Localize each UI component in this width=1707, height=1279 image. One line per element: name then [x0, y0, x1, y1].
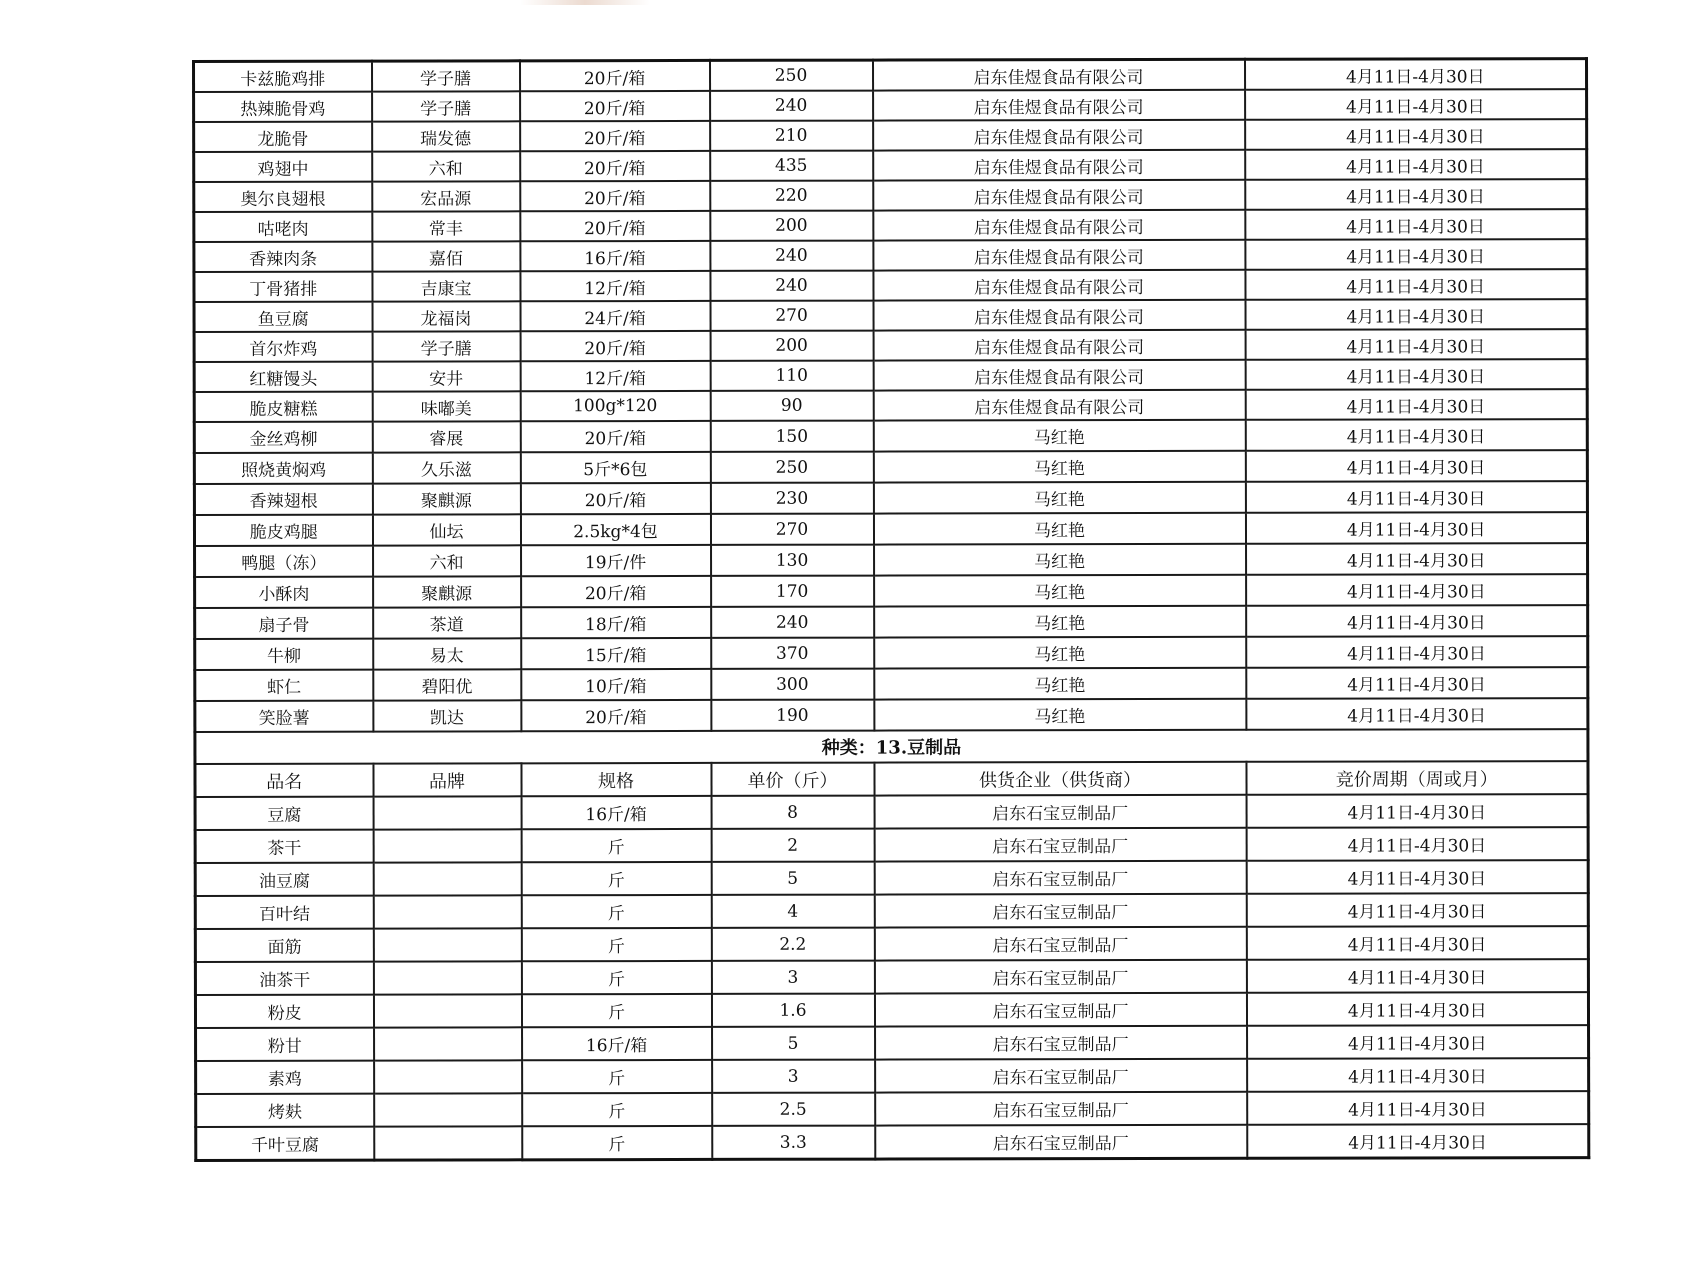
- cell-name: 首尔炸鸡: [194, 332, 372, 362]
- cell-price: 8: [711, 796, 874, 829]
- table-row: [196, 1091, 1589, 1127]
- cell-supplier: 启东佳煜食品有限公司: [873, 150, 1245, 181]
- cell-spec: 斤: [522, 1126, 712, 1160]
- cell-name: 笑脸薯: [195, 701, 373, 732]
- cell-name: 鸡翅中: [194, 152, 372, 182]
- cell-spec: 斤: [521, 895, 711, 928]
- cell-period: 4月11日-4月30日: [1245, 481, 1587, 513]
- cell-price: 270: [710, 514, 873, 545]
- price-table-sheet: [192, 57, 1587, 1162]
- cell-brand: 安井: [372, 361, 520, 391]
- cell-supplier: 启东石宝豆制品厂: [874, 795, 1246, 829]
- cell-period: 4月11日-4月30日: [1246, 667, 1588, 699]
- cell-period: 4月11日-4月30日: [1245, 329, 1587, 360]
- cell-period: 4月11日-4月30日: [1245, 239, 1587, 270]
- cell-brand: 瑞发德: [372, 121, 520, 151]
- cell-name: 粉皮: [195, 995, 373, 1028]
- cell-name: 照烧黄焖鸡: [194, 453, 372, 484]
- cell-supplier: 启东石宝豆制品厂: [875, 1059, 1247, 1093]
- cell-period: 4月11日-4月30日: [1246, 827, 1588, 861]
- cell-spec: 20斤/箱: [520, 211, 710, 241]
- cell-supplier: 启东石宝豆制品厂: [874, 927, 1246, 961]
- table-row: [195, 860, 1588, 896]
- cell-spec: 18斤/箱: [521, 607, 711, 638]
- cell-price: 2: [711, 829, 874, 862]
- cell-brand: 久乐滋: [372, 452, 520, 483]
- cell-price: 170: [711, 576, 874, 607]
- cell-supplier: 马红艳: [874, 606, 1246, 638]
- cell-name: 丁骨猪排: [194, 272, 372, 302]
- table-row: [195, 543, 1588, 577]
- cell-supplier: 启东石宝豆制品厂: [875, 1026, 1247, 1060]
- cell-name: 油茶干: [195, 962, 373, 995]
- cell-spec: 斤: [521, 829, 711, 862]
- cell-price: 250: [710, 452, 873, 483]
- header-name: 品名: [195, 764, 373, 797]
- cell-supplier: 马红艳: [874, 637, 1246, 669]
- cell-name: 鸭腿（冻）: [195, 546, 373, 577]
- cell-name: 金丝鸡柳: [194, 422, 372, 453]
- cell-price: 190: [711, 700, 874, 731]
- cell-price: 1.6: [711, 994, 874, 1027]
- cell-period: 4月11日-4月30日: [1245, 179, 1587, 210]
- cell-period: 4月11日-4月30日: [1245, 209, 1587, 240]
- cell-brand: 聚麒源: [373, 576, 521, 607]
- cell-supplier: 启东石宝豆制品厂: [874, 861, 1246, 895]
- cell-price: 4: [711, 895, 874, 928]
- cell-spec: 20斤/箱: [520, 91, 710, 121]
- cell-brand: [373, 862, 521, 895]
- cell-name: 奥尔良翅根: [194, 182, 372, 212]
- cell-spec: 20斤/箱: [520, 151, 710, 181]
- cell-spec: 20斤/箱: [520, 60, 710, 91]
- table-row: [195, 667, 1588, 701]
- table-row: [196, 1124, 1589, 1160]
- cell-spec: 2.5kg*4包: [520, 514, 710, 545]
- cell-period: 4月11日-4月30日: [1246, 605, 1588, 637]
- cell-brand: 易太: [373, 638, 521, 669]
- cell-supplier: 启东佳煜食品有限公司: [873, 180, 1245, 211]
- table-row: [195, 794, 1588, 830]
- section-1-body: [194, 59, 1588, 732]
- cell-price: 3: [712, 1060, 875, 1093]
- table-row: [194, 329, 1587, 362]
- table-row: [195, 959, 1588, 995]
- cell-supplier: 启东石宝豆制品厂: [875, 1125, 1247, 1159]
- cell-price: 150: [710, 421, 873, 452]
- cell-spec: 斤: [521, 994, 711, 1027]
- cell-period: 4月11日-4月30日: [1246, 926, 1588, 960]
- cell-period: 4月11日-4月30日: [1245, 89, 1587, 120]
- cell-name: 脆皮糖糕: [194, 392, 372, 422]
- cell-spec: 斤: [521, 862, 711, 895]
- cell-price: 300: [711, 669, 874, 700]
- table-row: [194, 269, 1587, 302]
- table-row: [195, 992, 1588, 1028]
- table-row: [195, 827, 1588, 863]
- cell-period: 4月11日-4月30日: [1246, 992, 1588, 1026]
- table-row: [194, 239, 1587, 272]
- header-brand: 品牌: [373, 763, 521, 796]
- cell-name: 热辣脆骨鸡: [194, 92, 372, 122]
- cell-price: 130: [711, 545, 874, 576]
- cell-brand: 学子膳: [372, 331, 520, 361]
- cell-spec: 24斤/箱: [520, 301, 710, 331]
- cell-name: 牛柳: [195, 639, 373, 670]
- table-row: [194, 299, 1587, 332]
- cell-price: 2.2: [711, 928, 874, 961]
- cell-name: 百叶结: [195, 896, 373, 929]
- cell-supplier: 马红艳: [873, 513, 1245, 545]
- cell-brand: 睿展: [372, 421, 520, 452]
- cell-supplier: 马红艳: [873, 420, 1245, 452]
- cell-spec: 16斤/箱: [521, 796, 711, 829]
- cell-supplier: 启东佳煜食品有限公司: [873, 330, 1245, 361]
- cell-price: 270: [710, 301, 873, 331]
- cell-period: 4月11日-4月30日: [1245, 359, 1587, 390]
- cell-period: 4月11日-4月30日: [1247, 1091, 1589, 1125]
- cell-brand: 碧阳优: [373, 669, 521, 700]
- section-2-header-body: [195, 729, 1588, 797]
- cell-brand: 宏品源: [372, 181, 520, 211]
- cell-spec: 5斤*6包: [520, 452, 710, 483]
- cell-price: 250: [710, 60, 873, 91]
- cell-brand: 六和: [372, 151, 520, 181]
- column-header-row: [195, 761, 1588, 797]
- cell-spec: 19斤/件: [521, 545, 711, 576]
- cell-price: 240: [710, 271, 873, 301]
- table-row: [195, 636, 1588, 670]
- table-row: [194, 481, 1587, 515]
- cell-brand: [373, 829, 521, 862]
- cell-name: 香辣肉条: [194, 242, 372, 272]
- table-row: [194, 512, 1587, 546]
- cell-spec: 10斤/箱: [521, 669, 711, 700]
- cell-brand: 龙福岗: [372, 301, 520, 331]
- cell-period: 4月11日-4月30日: [1247, 1124, 1589, 1158]
- cell-spec: 16斤/箱: [520, 241, 710, 271]
- cell-brand: 六和: [373, 545, 521, 576]
- table-row: [194, 209, 1587, 242]
- cell-price: 200: [710, 211, 873, 241]
- cell-name: 香辣翅根: [194, 484, 372, 515]
- cell-name: 粉甘: [196, 1028, 374, 1061]
- cell-period: 4月11日-4月30日: [1246, 636, 1588, 668]
- cell-supplier: 启东佳煜食品有限公司: [873, 270, 1245, 301]
- cell-supplier: 马红艳: [873, 451, 1245, 483]
- cell-price: 220: [710, 181, 873, 211]
- cell-brand: 常丰: [372, 211, 520, 241]
- cell-name: 鱼豆腐: [194, 302, 372, 332]
- scan-smudge: [520, 0, 650, 5]
- cell-supplier: 启东佳煜食品有限公司: [873, 59, 1245, 90]
- cell-supplier: 启东佳煜食品有限公司: [873, 210, 1245, 241]
- cell-brand: 学子膳: [372, 61, 520, 92]
- cell-supplier: 启东佳煜食品有限公司: [873, 300, 1245, 331]
- table-row: [194, 59, 1587, 92]
- cell-period: 4月11日-4月30日: [1245, 419, 1587, 451]
- cell-period: 4月11日-4月30日: [1245, 269, 1587, 300]
- cell-supplier: 启东佳煜食品有限公司: [873, 90, 1245, 121]
- cell-name: 豆腐: [195, 797, 373, 830]
- cell-price: 3.3: [712, 1126, 875, 1160]
- table-row: [194, 389, 1587, 422]
- cell-name: 油豆腐: [195, 863, 373, 896]
- cell-period: 4月11日-4月30日: [1246, 794, 1588, 828]
- cell-spec: 20斤/箱: [520, 483, 710, 514]
- cell-price: 240: [711, 607, 874, 638]
- table-row: [196, 1025, 1589, 1061]
- cell-brand: [373, 994, 521, 1027]
- category-row: [195, 729, 1588, 764]
- header-supplier: 供货企业（供货商）: [874, 762, 1246, 796]
- cell-supplier: 启东石宝豆制品厂: [875, 1092, 1247, 1126]
- header-price: 单价（斤）: [711, 763, 874, 796]
- cell-price: 110: [710, 361, 873, 391]
- cell-price: 2.5: [712, 1093, 875, 1126]
- cell-supplier: 启东石宝豆制品厂: [874, 894, 1246, 928]
- cell-brand: 聚麒源: [372, 483, 520, 514]
- cell-name: 茶干: [195, 830, 373, 863]
- cell-spec: 12斤/箱: [520, 271, 710, 301]
- cell-price: 370: [711, 638, 874, 669]
- cell-supplier: 启东石宝豆制品厂: [874, 960, 1246, 994]
- cell-spec: 16斤/箱: [522, 1027, 712, 1060]
- price-table: [192, 57, 1590, 1162]
- cell-period: 4月11日-4月30日: [1247, 1025, 1589, 1059]
- table-row: [195, 698, 1588, 732]
- cell-price: 5: [711, 862, 874, 895]
- table-row: [195, 574, 1588, 608]
- cell-supplier: 马红艳: [874, 575, 1246, 607]
- cell-spec: 斤: [521, 961, 711, 994]
- table-row: [196, 1058, 1589, 1094]
- table-row: [195, 893, 1588, 929]
- header-period: 竞价周期（周或月）: [1246, 761, 1588, 795]
- category-title: 种类：13.豆制品: [195, 729, 1588, 764]
- cell-period: 4月11日-4月30日: [1245, 149, 1587, 180]
- cell-supplier: 马红艳: [874, 699, 1246, 731]
- cell-brand: [374, 1126, 522, 1160]
- cell-brand: [373, 796, 521, 829]
- table-row: [194, 179, 1587, 212]
- header-spec: 规格: [521, 763, 711, 796]
- table-row: [194, 450, 1587, 484]
- table-row: [195, 926, 1588, 962]
- cell-name: 小酥肉: [195, 577, 373, 608]
- cell-supplier: 启东石宝豆制品厂: [874, 993, 1246, 1027]
- cell-price: 210: [710, 121, 873, 151]
- section-2-body: [195, 794, 1589, 1160]
- cell-price: 3: [711, 961, 874, 994]
- cell-spec: 斤: [522, 1093, 712, 1126]
- cell-spec: 20斤/箱: [521, 700, 711, 731]
- cell-period: 4月11日-4月30日: [1245, 59, 1587, 90]
- cell-name: 面筋: [195, 929, 373, 962]
- cell-spec: 100g*120: [520, 391, 710, 421]
- cell-price: 435: [710, 151, 873, 181]
- cell-supplier: 马红艳: [873, 482, 1245, 514]
- cell-supplier: 启东佳煜食品有限公司: [873, 240, 1245, 271]
- cell-name: 千叶豆腐: [196, 1127, 374, 1161]
- cell-price: 200: [710, 331, 873, 361]
- cell-supplier: 启东佳煜食品有限公司: [873, 360, 1245, 391]
- cell-period: 4月11日-4月30日: [1246, 860, 1588, 894]
- cell-brand: 味嘟美: [372, 391, 520, 421]
- cell-period: 4月11日-4月30日: [1246, 959, 1588, 993]
- cell-price: 230: [710, 483, 873, 514]
- cell-spec: 20斤/箱: [521, 576, 711, 607]
- cell-price: 240: [710, 241, 873, 271]
- cell-name: 龙脆骨: [194, 122, 372, 152]
- cell-name: 红糖馒头: [194, 362, 372, 392]
- cell-spec: 20斤/箱: [520, 331, 710, 361]
- cell-name: 扇子骨: [195, 608, 373, 639]
- cell-supplier: 马红艳: [874, 544, 1246, 576]
- cell-spec: 20斤/箱: [520, 421, 710, 452]
- cell-brand: 茶道: [373, 607, 521, 638]
- cell-period: 4月11日-4月30日: [1245, 450, 1587, 482]
- cell-period: 4月11日-4月30日: [1245, 389, 1587, 420]
- table-row: [194, 89, 1587, 122]
- cell-name: 咕咾肉: [194, 212, 372, 242]
- cell-brand: 嘉佰: [372, 241, 520, 271]
- cell-period: 4月11日-4月30日: [1246, 893, 1588, 927]
- cell-period: 4月11日-4月30日: [1246, 543, 1588, 575]
- cell-spec: 斤: [521, 928, 711, 961]
- cell-brand: [373, 961, 521, 994]
- cell-period: 4月11日-4月30日: [1246, 574, 1588, 606]
- cell-brand: [374, 1027, 522, 1060]
- table-row: [194, 419, 1587, 453]
- cell-supplier: 启东佳煜食品有限公司: [873, 120, 1245, 151]
- cell-supplier: 启东佳煜食品有限公司: [873, 390, 1245, 421]
- cell-spec: 斤: [522, 1060, 712, 1093]
- cell-name: 烤麸: [196, 1094, 374, 1127]
- cell-price: 5: [712, 1027, 875, 1060]
- cell-period: 4月11日-4月30日: [1245, 299, 1587, 330]
- cell-brand: [373, 928, 521, 961]
- cell-brand: [373, 895, 521, 928]
- cell-period: 4月11日-4月30日: [1245, 512, 1587, 544]
- table-row: [194, 149, 1587, 182]
- cell-brand: [374, 1060, 522, 1093]
- cell-period: 4月11日-4月30日: [1246, 698, 1588, 730]
- cell-price: 90: [710, 391, 873, 421]
- cell-brand: 吉康宝: [372, 271, 520, 301]
- table-row: [195, 605, 1588, 639]
- table-row: [194, 359, 1587, 392]
- cell-brand: 学子膳: [372, 91, 520, 121]
- cell-spec: 20斤/箱: [520, 121, 710, 151]
- cell-brand: [374, 1093, 522, 1126]
- cell-brand: 凯达: [373, 700, 521, 731]
- cell-supplier: 启东石宝豆制品厂: [874, 828, 1246, 862]
- cell-period: 4月11日-4月30日: [1247, 1058, 1589, 1092]
- table-row: [194, 119, 1587, 152]
- cell-name: 卡兹脆鸡排: [194, 61, 372, 92]
- cell-name: 脆皮鸡腿: [194, 515, 372, 546]
- cell-brand: 仙坛: [372, 514, 520, 545]
- cell-name: 虾仁: [195, 670, 373, 701]
- cell-name: 素鸡: [196, 1061, 374, 1094]
- cell-spec: 12斤/箱: [520, 361, 710, 391]
- cell-price: 240: [710, 91, 873, 121]
- cell-period: 4月11日-4月30日: [1245, 119, 1587, 150]
- cell-spec: 15斤/箱: [521, 638, 711, 669]
- cell-supplier: 马红艳: [874, 668, 1246, 700]
- cell-spec: 20斤/箱: [520, 181, 710, 211]
